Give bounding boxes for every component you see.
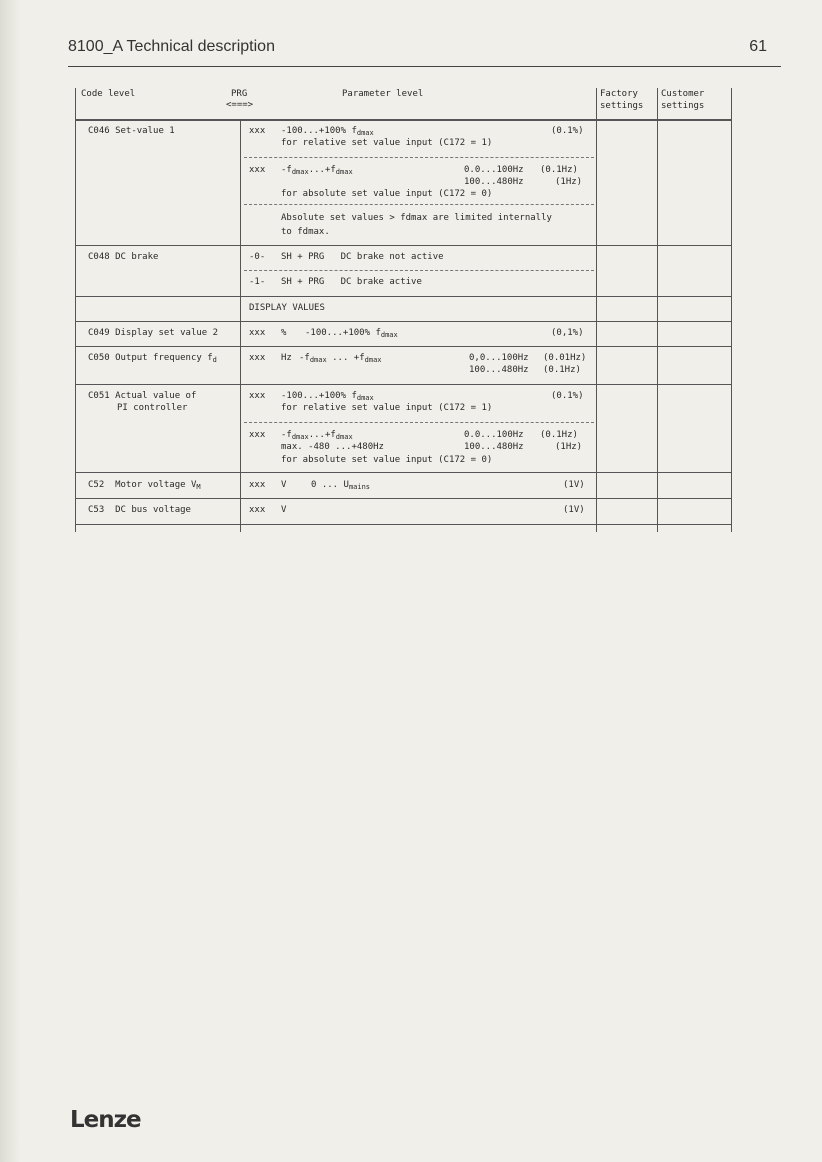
c046-b-range2: 100...480Hz	[464, 177, 524, 187]
c050-unit: Hz	[281, 353, 292, 363]
header-prg-arrow: <===>	[226, 100, 254, 110]
c046-a-range: -100...+100% $f_{dmax}$	[281, 126, 374, 137]
c046-a-xxx: xxx	[249, 126, 266, 136]
c051-b-max: max. -480 ...+480Hz	[281, 442, 384, 452]
c52-xxx: xxx	[249, 480, 266, 490]
c051-a-xxx: xxx	[249, 391, 266, 401]
c046-b-range1: 0.0...100Hz	[464, 165, 524, 175]
c051-a-resolution: (0.1%)	[551, 391, 584, 401]
row-rule	[75, 321, 731, 322]
c051-b-res2: (1Hz)	[555, 442, 583, 452]
c049-resolution: (0,1%)	[551, 328, 584, 338]
table-border-left	[75, 88, 76, 532]
code-c050: C050 Output frequency $f_d$	[88, 353, 217, 364]
c050-res2: (0.1Hz)	[543, 365, 581, 375]
c051-a-note: for relative set value input (C172 = 1)	[281, 403, 493, 413]
row-rule	[75, 245, 731, 246]
c051-b-res1: (0.1Hz)	[540, 430, 578, 440]
c53-xxx: xxx	[249, 505, 266, 515]
code-c53: C53 DC bus voltage	[88, 505, 191, 515]
code-c046: C046 Set-value 1	[88, 126, 175, 136]
c050-xxx: xxx	[249, 353, 266, 363]
column-divider-code	[240, 120, 241, 532]
header-factory: Factory	[600, 89, 638, 99]
c52-range: 0 ... $U_{mains}$	[311, 480, 371, 491]
page-title: 8100_A Technical description	[68, 38, 275, 55]
c046-a-resolution: (0.1%)	[551, 126, 584, 136]
table-border-right	[731, 88, 732, 532]
code-c52: C52 Motor voltage $V_M$	[88, 480, 201, 491]
c046-b-range: $-f_{dmax}...+f_{dmax}$	[281, 165, 353, 176]
page-header	[68, 38, 781, 67]
dashed-separator	[244, 422, 594, 423]
c53-resolution: (1V)	[563, 505, 585, 515]
row-rule	[75, 472, 731, 473]
c046-b-res1: (0.1Hz)	[540, 165, 578, 175]
c051-b-range: $-f_{dmax}...+f_{dmax}$	[281, 430, 353, 441]
c051-b-range2: 100...480Hz	[464, 442, 524, 452]
header-rule	[75, 119, 731, 121]
c52-unit: V	[281, 480, 287, 490]
column-divider-parameter	[596, 88, 597, 532]
c051-b-range1: 0.0...100Hz	[464, 430, 524, 440]
c53-unit: V	[281, 505, 287, 515]
c048-option1-value: -1-	[249, 277, 266, 287]
code-c049: C049 Display set value 2	[88, 328, 219, 338]
row-rule	[75, 346, 731, 347]
dashed-separator	[244, 270, 594, 271]
c046-a-note: for relative set value input (C172 = 1)	[281, 138, 493, 148]
dashed-separator	[244, 204, 594, 205]
page-edge-shadow	[0, 0, 20, 1162]
row-rule	[75, 498, 731, 499]
header-customer-settings: settings	[661, 101, 705, 111]
dashed-separator	[244, 157, 594, 158]
c048-option0-text: SH + PRG DC brake not active	[281, 252, 444, 262]
page-number: 61	[749, 38, 767, 55]
lenze-logo: Lenze	[70, 1107, 141, 1133]
c050-range1: 0,0...100Hz	[469, 353, 529, 363]
c049-range: -100...+100% $f_{dmax}$	[305, 328, 398, 339]
header-prg: PRG	[231, 89, 248, 99]
c046-b-note: for absolute set value input (C172 = 0)	[281, 189, 493, 199]
c051-a-range: -100...+100% $f_{dmax}$	[281, 391, 374, 402]
c049-xxx: xxx	[249, 328, 266, 338]
row-rule	[75, 384, 731, 385]
code-c051-line2: PI controller	[117, 403, 188, 413]
c046-c-note1: Absolute set values > fdmax are limited internally	[281, 213, 552, 223]
c046-b-xxx: xxx	[249, 165, 266, 175]
c048-option1-text: SH + PRG DC brake active	[281, 277, 422, 287]
c046-b-res2: (1Hz)	[555, 177, 583, 187]
c050-range2: 100...480Hz	[469, 365, 529, 375]
code-c048: C048 DC brake	[88, 252, 159, 262]
header-code-level: Code level	[81, 89, 136, 99]
c52-resolution: (1V)	[563, 480, 585, 490]
c049-unit: %	[281, 328, 287, 338]
c051-b-note: for absolute set value input (C172 = 0)	[281, 455, 493, 465]
c051-b-xxx: xxx	[249, 430, 266, 440]
c050-range: $-f_{dmax}$ ... $+f_{dmax}$	[299, 353, 382, 364]
column-divider-factory	[657, 88, 658, 532]
row-rule	[75, 524, 731, 525]
row-rule	[75, 296, 731, 297]
c048-option0-value: -0-	[249, 252, 266, 262]
c046-c-note2: to fdmax.	[281, 227, 330, 237]
header-factory-settings: settings	[600, 101, 644, 111]
display-values-heading: DISPLAY VALUES	[249, 303, 325, 313]
c050-res1: (0.01Hz)	[543, 353, 587, 363]
header-customer: Customer	[661, 89, 705, 99]
code-c051: C051 Actual value of	[88, 391, 197, 401]
header-parameter-level: Parameter level	[342, 89, 424, 99]
